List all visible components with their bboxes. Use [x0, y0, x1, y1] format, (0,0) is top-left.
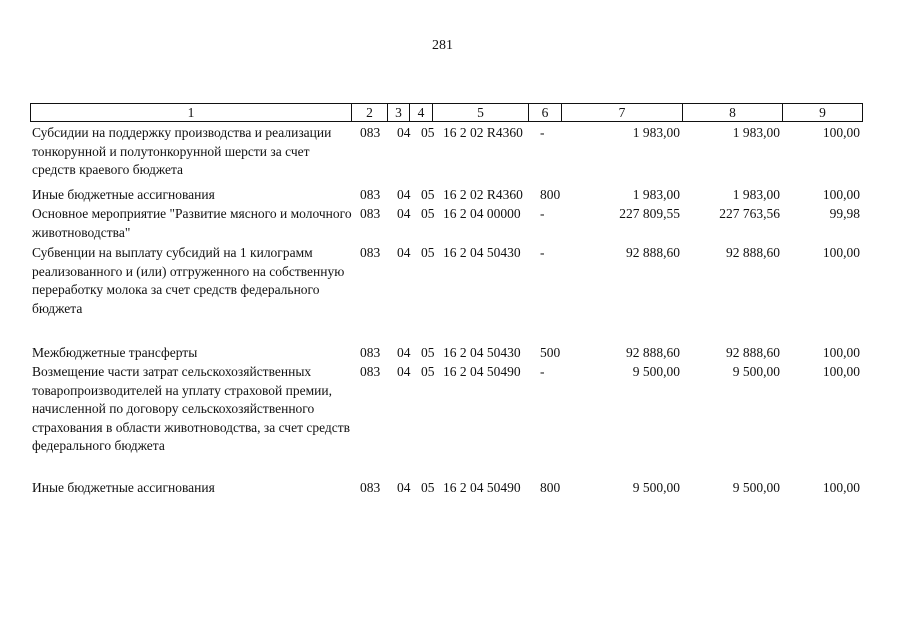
row-section: 04: [397, 206, 411, 221]
row-value-9: 100,00: [822, 345, 860, 360]
row-section: 04: [397, 364, 411, 379]
row-expense-type: -: [540, 206, 545, 221]
row-admin-code: 083: [360, 206, 381, 221]
row-section: 04: [397, 125, 411, 140]
row-value-9: 100,00: [822, 364, 860, 379]
row-value-8: 9 500,00: [732, 364, 780, 379]
row-value-7: 1 983,00: [632, 187, 680, 202]
row-admin-code: 083: [360, 125, 381, 140]
row-value-9: 99,98: [829, 206, 860, 221]
row-value-9: 100,00: [822, 245, 860, 260]
table-row: [30, 361, 870, 473]
row-expense-type: -: [540, 245, 545, 260]
row-value-7: 92 888,60: [626, 345, 680, 360]
row-value-8: 92 888,60: [726, 345, 780, 360]
row-name: Иные бюджетные ассигнования: [32, 480, 215, 495]
row-value-7: 92 888,60: [626, 245, 680, 260]
table-row: [30, 184, 870, 202]
row-section: 04: [397, 187, 411, 202]
row-section: 04: [397, 345, 411, 360]
row-value-8: 227 763,56: [719, 206, 780, 221]
row-target-article: 16 2 04 00000: [443, 206, 521, 221]
row-expense-type: -: [540, 364, 545, 379]
column-header-7: 7: [562, 104, 683, 122]
row-subsection: 05: [421, 245, 435, 260]
row-subsection: 05: [421, 364, 435, 379]
row-name: Возмещение части затрат сельскохозяйственных товаропроизводителей на уплату страховой премии, начисленной по договору сельскохозяйственного страхования в области животноводства, за счет средств федерального бюджета: [32, 364, 351, 453]
row-admin-code: 083: [360, 187, 381, 202]
column-header-1: 1: [31, 104, 352, 122]
column-header-4: 4: [410, 104, 433, 122]
row-value-8: 92 888,60: [726, 245, 780, 260]
row-name: Субсидии на поддержку производства и реализации тонкорунной и полутонкорунной шерсти за счет средств краевого бюджета: [32, 125, 332, 177]
row-target-article: 16 2 02 R4360: [443, 187, 523, 202]
row-target-article: 16 2 04 50490: [443, 364, 521, 379]
column-header-5: 5: [433, 104, 529, 122]
row-expense-type: 800: [540, 480, 561, 495]
row-target-article: 16 2 04 50430: [443, 345, 521, 360]
column-header-6: 6: [529, 104, 562, 122]
row-value-8: 9 500,00: [732, 480, 780, 495]
column-header-row: [31, 104, 863, 122]
row-admin-code: 083: [360, 364, 381, 379]
table-row: [30, 342, 870, 360]
row-admin-code: 083: [360, 345, 381, 360]
row-subsection: 05: [421, 480, 435, 495]
row-expense-type: -: [540, 125, 545, 140]
row-value-7: 227 809,55: [619, 206, 680, 221]
row-subsection: 05: [421, 345, 435, 360]
row-target-article: 16 2 02 R4360: [443, 125, 523, 140]
table-row: [30, 203, 870, 241]
column-header-8: 8: [683, 104, 783, 122]
row-value-9: 100,00: [822, 125, 860, 140]
row-admin-code: 083: [360, 480, 381, 495]
row-name: Основное мероприятие "Развитие мясного и молочного животноводства": [32, 206, 352, 240]
row-admin-code: 083: [360, 245, 381, 260]
row-target-article: 16 2 04 50490: [443, 480, 521, 495]
table-row: [30, 242, 870, 318]
row-value-7: 9 500,00: [632, 364, 680, 379]
table-row: [30, 122, 870, 180]
row-value-7: 9 500,00: [632, 480, 680, 495]
row-value-9: 100,00: [822, 187, 860, 202]
table-row: [30, 477, 870, 495]
column-header-2: 2: [352, 104, 388, 122]
page-number: 281: [432, 38, 453, 53]
row-name: Иные бюджетные ассигнования: [32, 187, 215, 202]
column-header-9: 9: [783, 104, 863, 122]
row-subsection: 05: [421, 187, 435, 202]
row-value-8: 1 983,00: [732, 125, 780, 140]
row-name: Межбюджетные трансферты: [32, 345, 198, 360]
row-expense-type: 800: [540, 187, 561, 202]
row-value-9: 100,00: [822, 480, 860, 495]
column-header-table: [30, 103, 863, 122]
row-target-article: 16 2 04 50430: [443, 245, 521, 260]
column-header-3: 3: [388, 104, 410, 122]
row-subsection: 05: [421, 125, 435, 140]
row-value-7: 1 983,00: [632, 125, 680, 140]
row-value-8: 1 983,00: [732, 187, 780, 202]
row-expense-type: 500: [540, 345, 561, 360]
row-subsection: 05: [421, 206, 435, 221]
row-name: Субвенции на выплату субсидий на 1 килограмм реализованного и (или) отгруженного на собственную переработку молока за счет средств федерального бюджета: [32, 245, 345, 316]
row-section: 04: [397, 480, 411, 495]
row-section: 04: [397, 245, 411, 260]
